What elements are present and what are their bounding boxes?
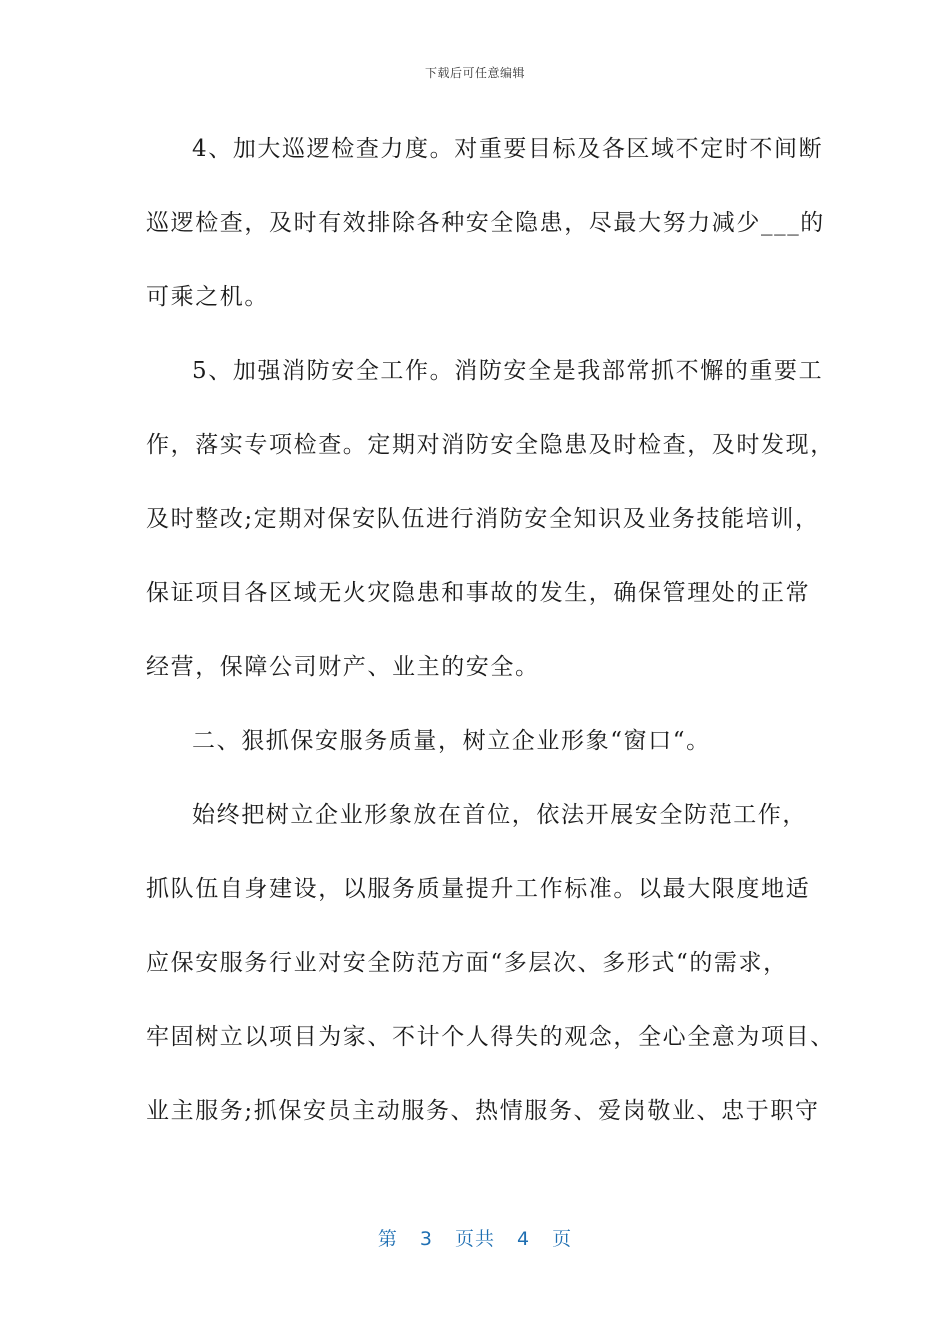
page-footer (0, 1224, 950, 1251)
paragraph-line: 可乘之机。 (146, 284, 269, 310)
current-page-number: 3 (419, 1228, 433, 1250)
section-heading: 二、狠抓保安服务质量，树立企业形象“窗口“。 (192, 728, 711, 754)
paragraph-line: 作，落实专项检查。定期对消防安全隐患及时检查，及时发现， (146, 432, 835, 458)
paragraph-line: 经营，保障公司财产、业主的安全。 (146, 654, 540, 680)
paragraph-line: 5、加强消防安全工作。消防安全是我部常抓不懈的重要工 (192, 358, 824, 384)
document-body (146, 112, 835, 1148)
paragraph-line: 抓队伍自身建设，以服务质量提升工作标准。以最大限度地适 (146, 876, 811, 902)
paragraph-line: 业主服务;抓保安员主动服务、热情服务、爱岗敬业、忠于职守 (146, 1098, 820, 1124)
paragraph-line: 及时整改;定期对保安队伍进行消防安全知识及业务技能培训， (146, 506, 820, 532)
paragraph-line: 保证项目各区域无火灾隐患和事故的发生，确保管理处的正常 (146, 580, 811, 606)
page-footer-suffix: 页 (552, 1228, 573, 1250)
total-pages-number: 4 (517, 1228, 531, 1250)
page-footer-middle: 页共 (454, 1228, 495, 1250)
header-note: 下载后可任意编辑 (424, 66, 525, 80)
paragraph-line: 巡逻检查，及时有效排除各种安全隐患，尽最大努力减少___的 (146, 210, 825, 236)
paragraph-line: 始终把树立企业形象放在首位，依法开展安全防范工作， (192, 802, 807, 828)
paragraph-line: 4、加大巡逻检查力度。对重要目标及各区域不定时不间断 (192, 136, 824, 162)
paragraph-line: 应保安服务行业对安全防范方面“多层次、多形式“的需求， (146, 950, 788, 976)
page-footer-prefix: 第 (377, 1228, 398, 1250)
paragraph-line: 牢固树立以项目为家、不计个人得失的观念，全心全意为项目、 (146, 1024, 835, 1050)
